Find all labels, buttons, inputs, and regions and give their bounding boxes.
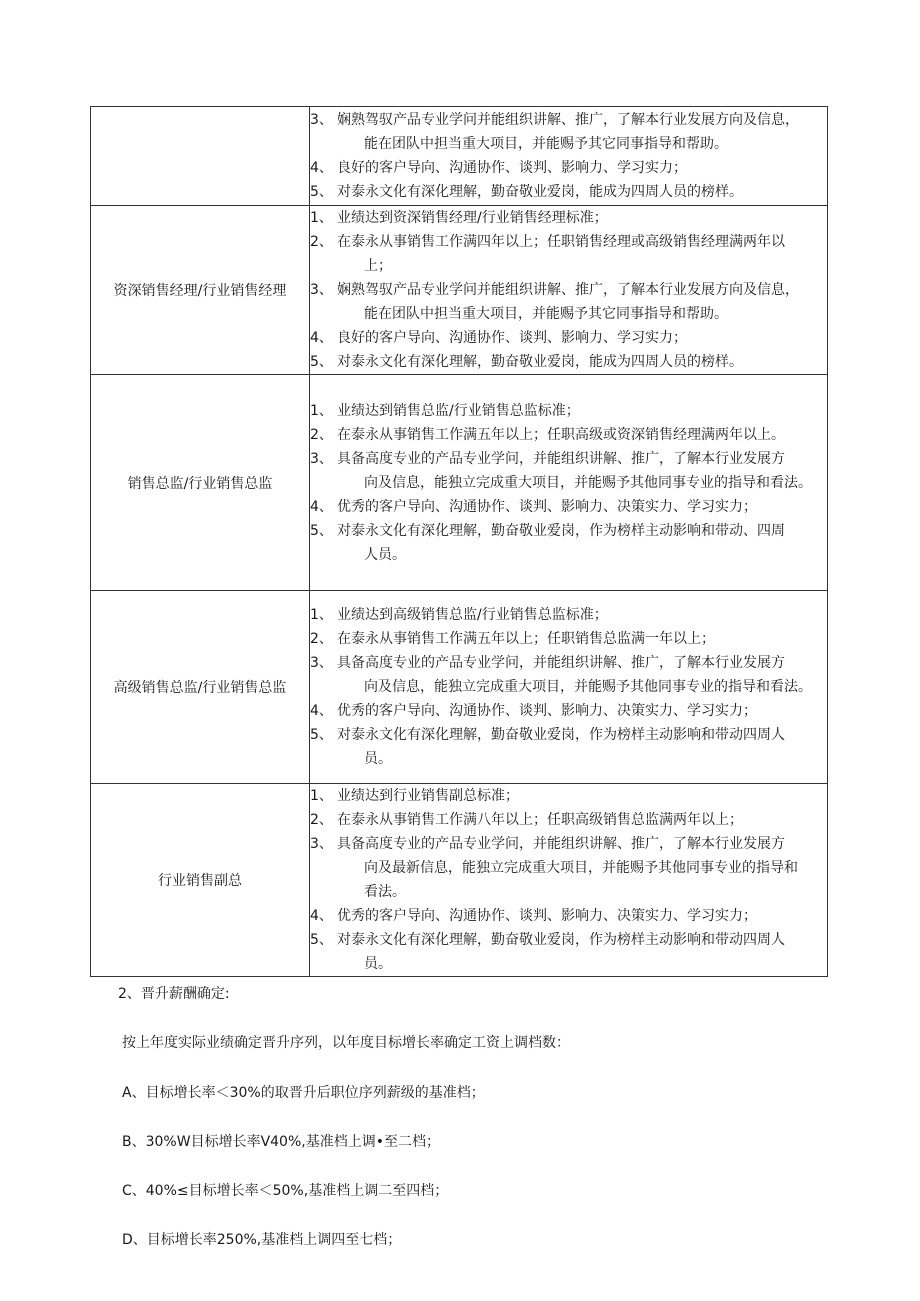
criterion-item bbox=[310, 651, 827, 699]
table-row bbox=[91, 591, 828, 784]
criterion-number: 1、 bbox=[310, 607, 333, 623]
criterion-item bbox=[310, 278, 827, 326]
criterion-line: 在泰永从事销售工作满五年以上；任职高级或资深销售经理满两年以上。 bbox=[337, 426, 785, 443]
criterion-line: 在泰永从事销售工作满五年以上；任职销售总监满一年以上； bbox=[337, 631, 715, 647]
criterion-number: 5、 bbox=[310, 184, 333, 200]
criterion-number: 1、 bbox=[310, 402, 333, 419]
criterion-item bbox=[310, 156, 827, 180]
criterion-item bbox=[310, 350, 827, 374]
criterion-item bbox=[310, 326, 827, 350]
criterion-line: 在泰永从事销售工作满四年以上；任职销售经理或高级销售经理满两年以 bbox=[337, 234, 785, 250]
criterion-item bbox=[310, 904, 827, 928]
level-cell: 行业销售副总 bbox=[91, 784, 310, 977]
criterion-line: 对泰永文化有深化理解，勤奋敬业爱岗，能成为四周人员的榜样。 bbox=[337, 354, 743, 370]
criterion-item bbox=[310, 808, 827, 832]
criterion-line: 上； bbox=[364, 258, 392, 274]
criteria-cell bbox=[310, 591, 828, 784]
criterion-line: 能在团队中担当重大项目，并能赐予其它同事指导和帮助。 bbox=[364, 136, 728, 152]
criterion-item bbox=[310, 784, 827, 808]
criterion-number: 2、 bbox=[310, 426, 333, 443]
criterion-line: 对泰永文化有深化理解，勤奋敬业爱岗，能成为四周人员的榜样。 bbox=[337, 184, 743, 200]
criteria-cell bbox=[310, 375, 828, 591]
promotion-requirements-table bbox=[90, 106, 828, 977]
criterion-line: 向及信息，能独立完成重大项目，并能赐予其他同事专业的指导和看法。 bbox=[364, 679, 812, 695]
criterion-item bbox=[310, 206, 827, 230]
criterion-item bbox=[310, 230, 827, 278]
criterion-item bbox=[310, 180, 827, 204]
criterion-line: 对泰永文化有深化理解，勤奋敬业爱岗，作为榜样主动影响和带动、四周 bbox=[337, 522, 785, 539]
criterion-item bbox=[310, 832, 827, 904]
criterion-item bbox=[310, 108, 827, 156]
table-row bbox=[91, 784, 828, 977]
criterion-item bbox=[310, 423, 827, 447]
criterion-line: 员。 bbox=[364, 751, 392, 767]
criterion-item bbox=[310, 447, 827, 495]
criterion-line: 业绩达到资深销售经理/行业销售经理标准； bbox=[337, 210, 608, 226]
criterion-number: 5、 bbox=[310, 932, 333, 948]
criterion-number: 3、 bbox=[310, 282, 333, 298]
criterion-line: 优秀的客户导向、沟通协作、谈判、影响力、决策实力、学习实力； bbox=[337, 498, 757, 515]
criterion-line: 具备高度专业的产品专业学问，并能组织讲解、推广，了解本行业发展方 bbox=[337, 450, 785, 467]
criterion-number: 5、 bbox=[310, 522, 333, 539]
criterion-item bbox=[310, 519, 827, 567]
criterion-number: 3、 bbox=[310, 450, 333, 467]
criterion-item bbox=[310, 627, 827, 651]
level-cell: 销售总监/行业销售总监 bbox=[91, 375, 310, 591]
criterion-line: 良好的客户导向、沟通协作、谈判、影响力、学习实力； bbox=[337, 160, 687, 176]
criterion-line: 向及最新信息，能独立完成重大项目，并能赐予其他同事专业的指导和 bbox=[364, 860, 798, 876]
criterion-line: 在泰永从事销售工作满八年以上；任职高级销售总监满两年以上； bbox=[337, 812, 743, 828]
criteria-cell bbox=[310, 206, 828, 375]
rule-d: D、目标增长率250%,基准档上调四至七档； bbox=[122, 1232, 402, 1248]
criteria-cell bbox=[310, 784, 828, 977]
criterion-number: 3、 bbox=[310, 112, 333, 128]
criterion-item bbox=[310, 699, 827, 723]
criterion-line: 良好的客户导向、沟通协作、谈判、影响力、学习实力； bbox=[337, 330, 687, 346]
criterion-number: 4、 bbox=[310, 908, 333, 924]
level-cell: 高级销售总监/行业销售总监 bbox=[91, 591, 310, 784]
criterion-line: 向及信息，能独立完成重大项目，并能赐予其他同事专业的指导和看法。 bbox=[364, 474, 812, 491]
criterion-number: 5、 bbox=[310, 727, 333, 743]
level-cell: 资深销售经理/行业销售经理 bbox=[91, 206, 310, 375]
criterion-line: 优秀的客户导向、沟通协作、谈判、影响力、决策实力、学习实力； bbox=[337, 908, 757, 924]
rule-b: B、30%W目标增长率V40%,基准档上调•至二档； bbox=[122, 1134, 440, 1150]
criterion-number: 2、 bbox=[310, 234, 333, 250]
criterion-number: 4、 bbox=[310, 330, 333, 346]
criterion-line: 业绩达到高级销售总监/行业销售总监标准； bbox=[337, 607, 608, 623]
criterion-number: 2、 bbox=[310, 631, 333, 647]
criterion-number: 2、 bbox=[310, 812, 333, 828]
criteria-cell bbox=[310, 107, 828, 206]
criterion-number: 3、 bbox=[310, 655, 333, 671]
rule-a: A、目标增长率＜30%的取晋升后职位序列薪级的基准档； bbox=[122, 1085, 485, 1101]
table-row bbox=[91, 107, 828, 206]
section-intro: 按上年度实际业绩确定晋升序列，以年度目标增长率确定工资上调档数： bbox=[122, 1035, 570, 1051]
criterion-line: 人员。 bbox=[364, 546, 406, 563]
criterion-item bbox=[310, 399, 827, 423]
criterion-line: 业绩达到销售总监/行业销售总监标准； bbox=[337, 402, 580, 419]
criterion-item bbox=[310, 928, 827, 976]
criterion-number: 4、 bbox=[310, 498, 333, 515]
criterion-item bbox=[310, 603, 827, 627]
criterion-number: 1、 bbox=[310, 210, 333, 226]
criterion-number: 3、 bbox=[310, 836, 333, 852]
rule-c: C、40%≤目标增长率＜50%,基准档上调二至四档； bbox=[122, 1183, 449, 1199]
criterion-line: 员。 bbox=[364, 956, 392, 972]
criterion-line: 娴熟驾驭产品专业学问并能组织讲解、推广，了解本行业发展方向及信息， bbox=[337, 282, 799, 298]
criterion-item bbox=[310, 495, 827, 519]
table-row bbox=[91, 375, 828, 591]
criterion-number: 4、 bbox=[310, 160, 333, 176]
criterion-line: 看法。 bbox=[364, 884, 406, 900]
criterion-number: 1、 bbox=[310, 788, 333, 804]
criterion-line: 能在团队中担当重大项目，并能赐予其它同事指导和帮助。 bbox=[364, 306, 728, 322]
criterion-line: 对泰永文化有深化理解，勤奋敬业爱岗，作为榜样主动影响和带动四周人 bbox=[337, 932, 785, 948]
table-row bbox=[91, 206, 828, 375]
criterion-line: 对泰永文化有深化理解，勤奋敬业爱岗，作为榜样主动影响和带动四周人 bbox=[337, 727, 785, 743]
criterion-number: 4、 bbox=[310, 703, 333, 719]
criterion-line: 具备高度专业的产品专业学问，并能组织讲解、推广，了解本行业发展方 bbox=[337, 836, 785, 852]
criterion-line: 娴熟驾驭产品专业学问并能组织讲解、推广，了解本行业发展方向及信息， bbox=[337, 112, 799, 128]
criterion-line: 优秀的客户导向、沟通协作、谈判、影响力、决策实力、学习实力； bbox=[337, 703, 757, 719]
criterion-item bbox=[310, 723, 827, 771]
criterion-line: 具备高度专业的产品专业学问，并能组织讲解、推广，了解本行业发展方 bbox=[337, 655, 785, 671]
criterion-line: 业绩达到行业销售副总标准； bbox=[337, 788, 519, 804]
section-heading: 2、晋升薪酬确定: bbox=[118, 986, 230, 1002]
level-cell bbox=[91, 107, 310, 206]
criterion-number: 5、 bbox=[310, 354, 333, 370]
